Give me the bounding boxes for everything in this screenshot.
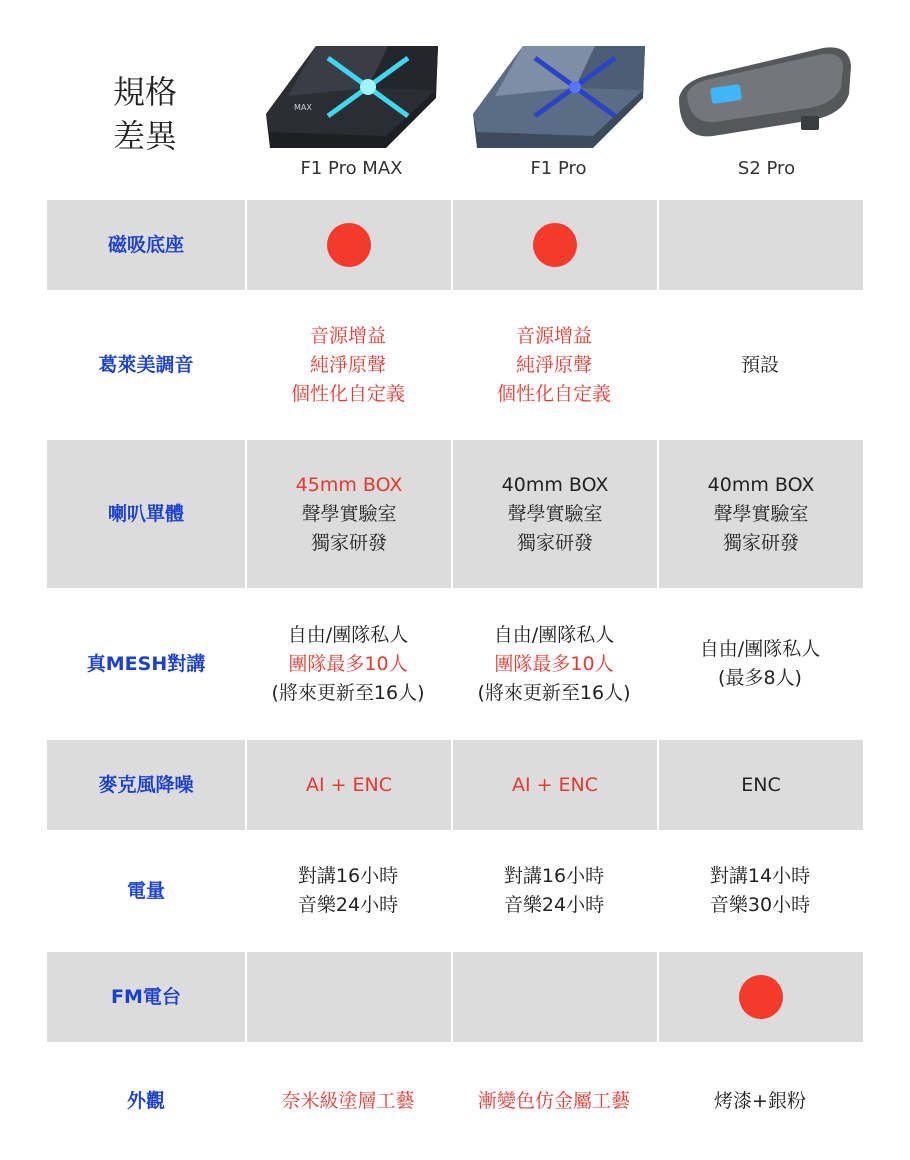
spec-cell [245, 1042, 451, 1160]
row-label: 真MESH對講 [47, 588, 245, 740]
spec-cell [245, 290, 451, 440]
spec-cell [657, 830, 863, 952]
spec-cell [657, 952, 863, 1042]
row-label: 麥克風降噪 [47, 740, 245, 830]
cell-line: 純淨原聲 [515, 353, 592, 376]
spec-cell [245, 200, 451, 290]
cell-line: 獨家研發 [310, 531, 387, 554]
cell-line: 音樂24小時 [503, 894, 605, 916]
cell-line: 聲學實驗室 [301, 502, 397, 525]
spec-cell [657, 588, 863, 740]
device-image-s2-pro [673, 36, 860, 156]
spec-row [47, 830, 863, 952]
row-label: 葛萊美調音 [47, 290, 245, 440]
spec-row [47, 1042, 863, 1160]
spec-cell [657, 440, 863, 588]
cell-line: 烤漆+銀粉 [714, 1089, 806, 1112]
cell-line: 對講16小時 [503, 865, 605, 887]
cell-line: AI + ENC [511, 773, 599, 796]
cell-line: 個性化自定義 [290, 382, 405, 405]
cell-line: 獨家研發 [722, 531, 799, 554]
cell-line: (將來更新至16人) [477, 681, 631, 704]
spec-cell [245, 740, 451, 830]
cell-line: 個性化自定義 [496, 382, 611, 405]
cell-line: 純淨原聲 [309, 353, 386, 376]
spec-cell [451, 440, 657, 588]
cell-line: 團隊最多10人 [494, 652, 614, 675]
spec-row [47, 588, 863, 740]
product-f1-pro [455, 30, 662, 200]
cell-line: 對講16小時 [297, 865, 399, 887]
spec-cell [451, 588, 657, 740]
spec-row [47, 952, 863, 1042]
spec-row [47, 740, 863, 830]
spec-cell [451, 290, 657, 440]
cell-line: 音源增益 [309, 324, 386, 347]
cell-line: 聲學實驗室 [713, 502, 809, 525]
cell-line: 40mm BOX [707, 473, 815, 496]
cell-line: (最多8人) [718, 667, 802, 689]
spec-header [0, 0, 910, 200]
title-line-1: 規格 [112, 73, 177, 111]
cell-line: 音樂30小時 [709, 894, 811, 916]
spec-cell [451, 952, 657, 1042]
cell-line: (將來更新至16人) [271, 681, 425, 704]
row-label: 電量 [47, 830, 245, 952]
product-name: S2 Pro [737, 158, 796, 179]
row-label: 磁吸底座 [47, 200, 245, 290]
product-f1-pro-max [248, 30, 455, 200]
cell-line: ENC [741, 773, 781, 796]
cell-line: 40mm BOX [501, 473, 609, 496]
spec-cell [657, 1042, 863, 1160]
cell-line: 奈米級塗層工藝 [281, 1089, 415, 1112]
cell-line: 45mm BOX [295, 473, 403, 496]
cell-line: 自由/團隊私人 [493, 623, 615, 646]
spec-cell [451, 1042, 657, 1160]
cell-line: 漸變色仿金屬工藝 [477, 1089, 630, 1112]
cell-line: 團隊最多10人 [288, 652, 408, 675]
page-title [85, 70, 205, 158]
spec-cell [245, 440, 451, 588]
cell-line: 聲學實驗室 [507, 502, 603, 525]
cell-line: 預設 [740, 353, 779, 376]
cell-line: 自由/團隊私人 [699, 638, 821, 660]
product-name: F1 Pro MAX [300, 158, 403, 179]
feature-dot [533, 223, 577, 267]
cell-line: AI + ENC [305, 773, 393, 796]
spec-cell [245, 588, 451, 740]
feature-dot [739, 975, 783, 1019]
cell-line: 自由/團隊私人 [287, 623, 409, 646]
spec-cell [451, 200, 657, 290]
title-line-2: 差異 [112, 117, 177, 155]
spec-row [47, 290, 863, 440]
row-label: 外觀 [47, 1042, 245, 1160]
cell-line: 音源增益 [515, 324, 592, 347]
device-logo-text: MAX [294, 103, 312, 112]
spec-row [47, 440, 863, 588]
spec-cell [657, 740, 863, 830]
feature-dot [327, 223, 371, 267]
spec-cell [657, 200, 863, 290]
row-label: FM電台 [47, 952, 245, 1042]
spec-cell [451, 740, 657, 830]
product-s2-pro [663, 30, 870, 200]
cell-line: 對講14小時 [709, 865, 811, 887]
spec-row [47, 200, 863, 290]
spec-cell [451, 830, 657, 952]
row-label: 喇叭單體 [47, 440, 245, 588]
spec-cell [245, 830, 451, 952]
product-name: F1 Pro [530, 158, 587, 179]
cell-line: 音樂24小時 [297, 894, 399, 916]
device-image-f1-pro [465, 36, 652, 156]
spec-comparison-table [47, 200, 863, 1160]
spec-cell [657, 290, 863, 440]
device-image-f1-pro-max [258, 36, 445, 156]
spec-cell [245, 952, 451, 1042]
cell-line: 獨家研發 [516, 531, 593, 554]
